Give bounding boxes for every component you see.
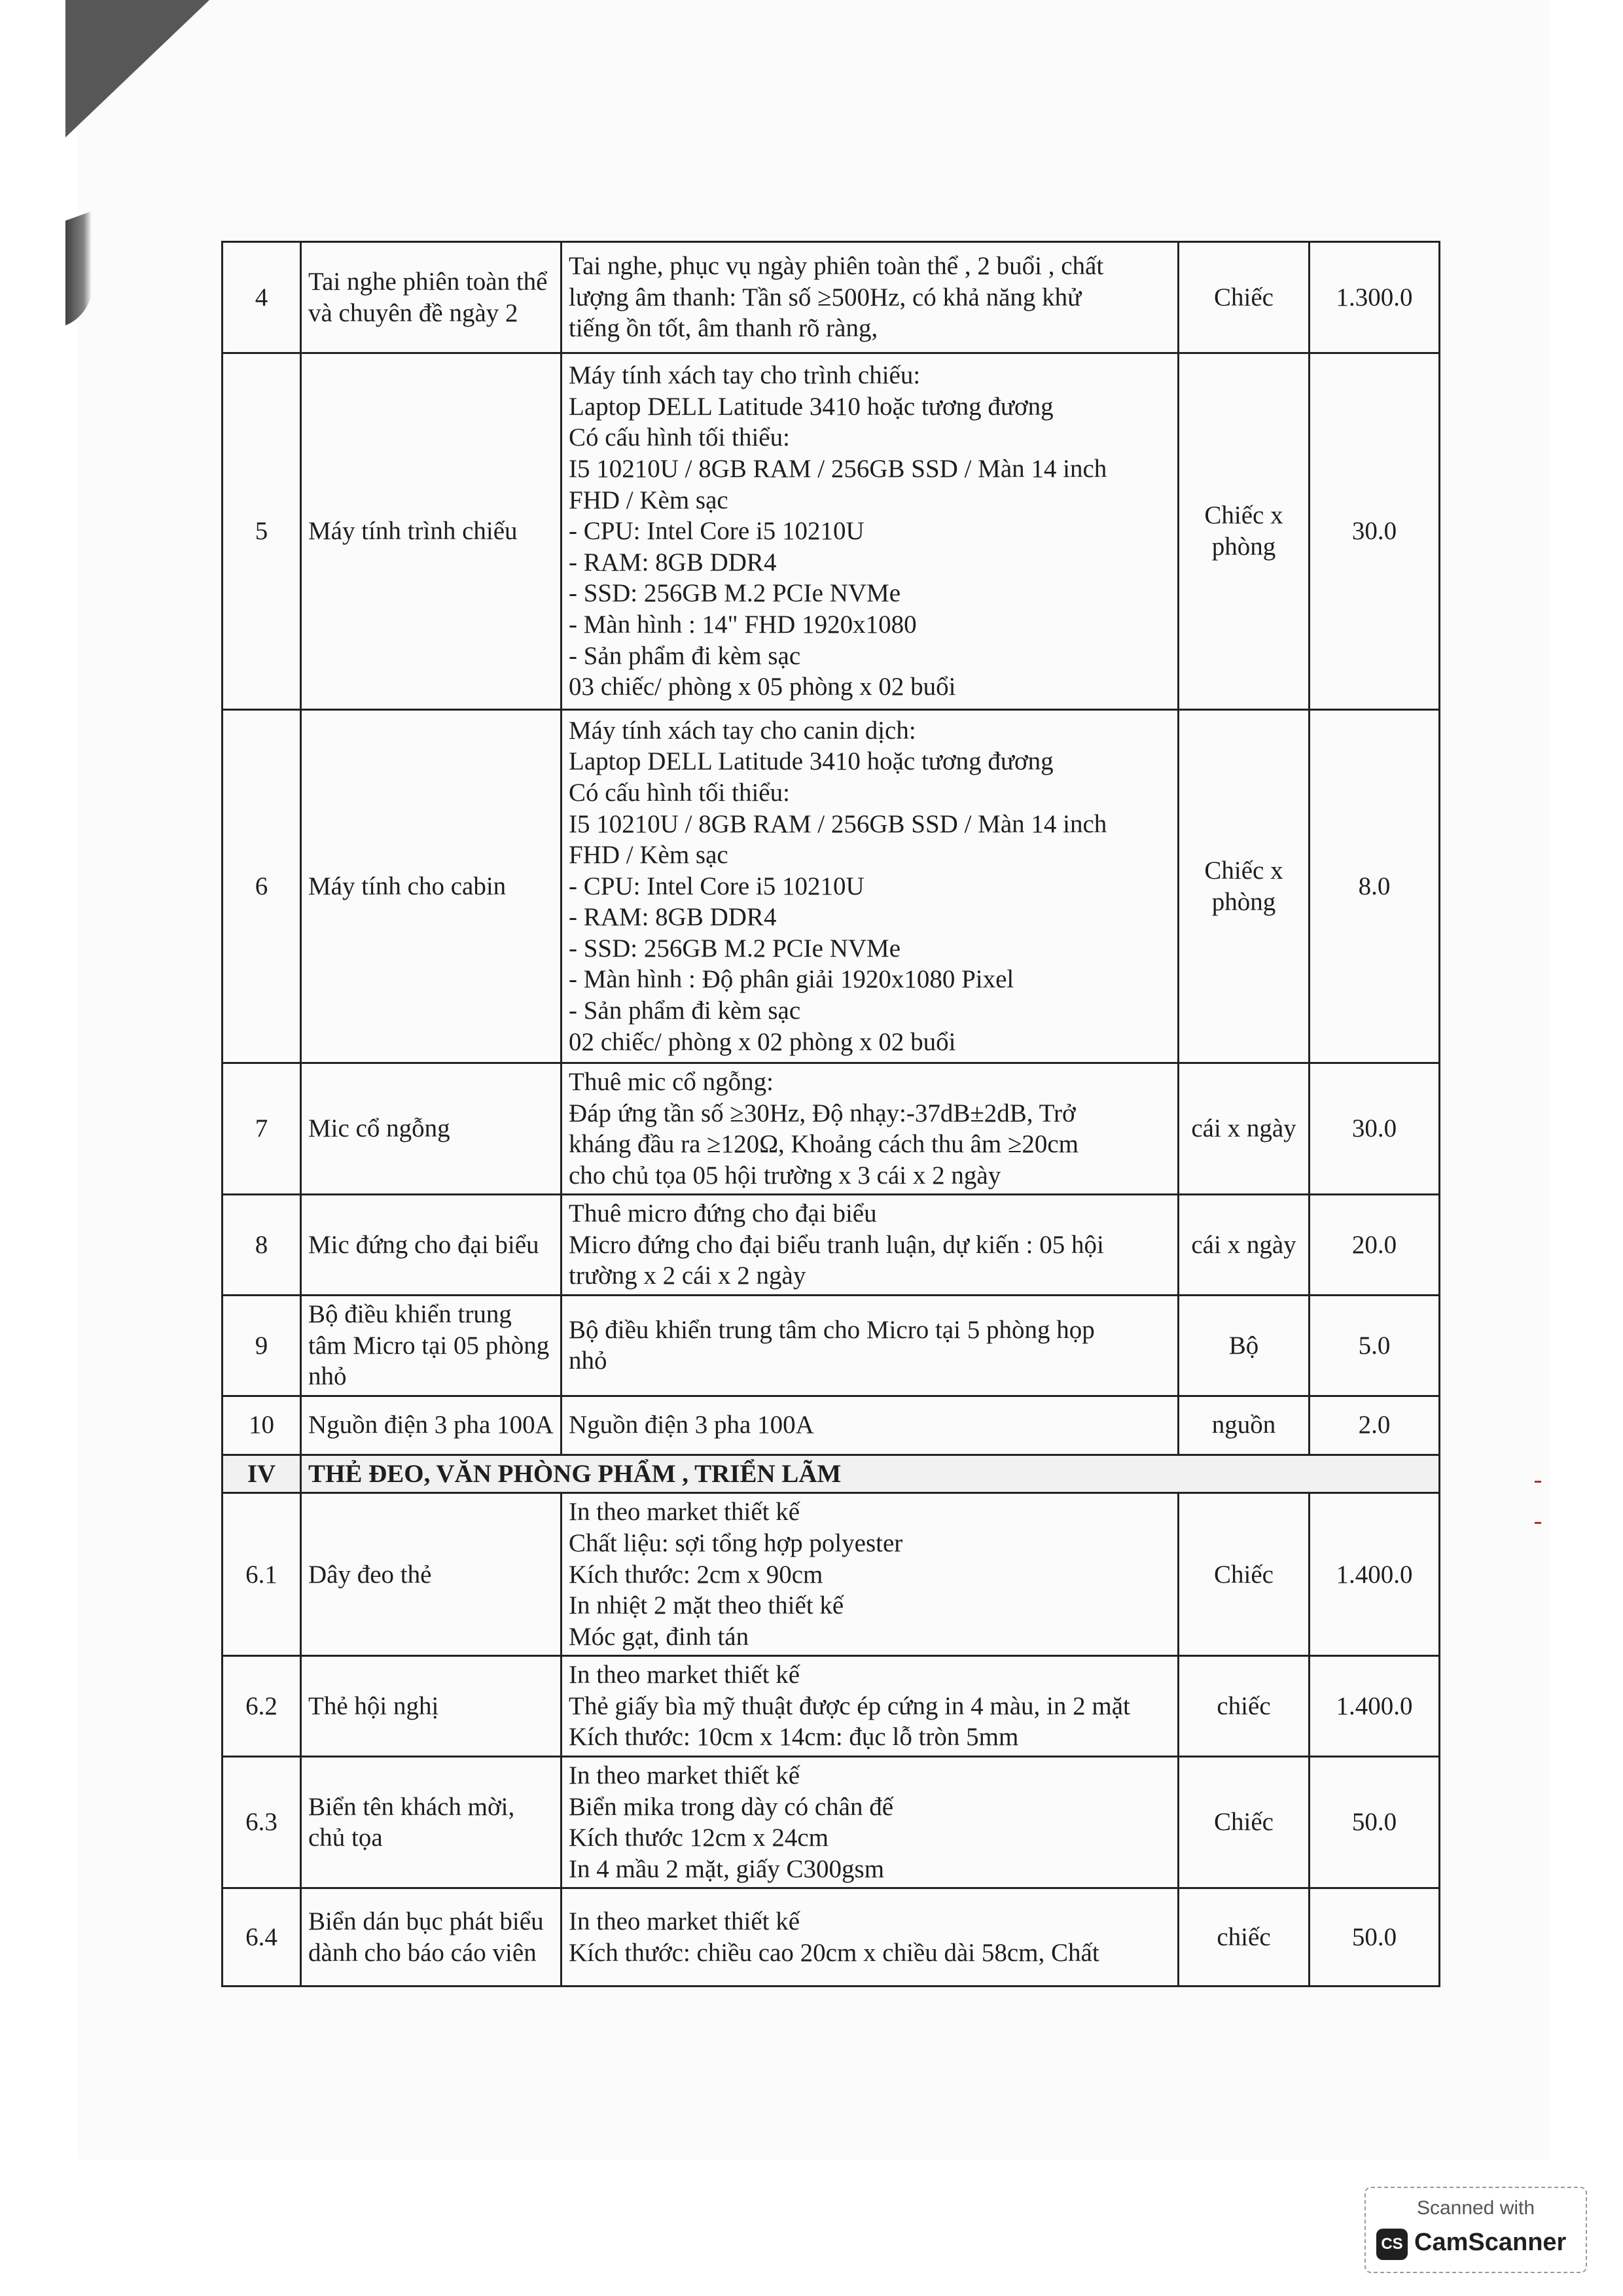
description-line: Có cấu hình tối thiểu: [569,778,790,807]
table-body [223,242,1440,1987]
description-line: - SSD: 256GB M.2 PCIe NVMe [569,934,901,963]
table-row [223,1195,1440,1296]
item-name: Tai nghe phiên toàn thể và chuyên đề ngày 2 [301,242,562,353]
description-line: 02 chiếc/ phòng x 02 phòng x 02 buổi [569,1027,956,1056]
row-number: 6 [223,710,301,1063]
item-quantity: 20.0 [1310,1195,1440,1296]
table-row [223,1656,1440,1757]
row-number: 6.3 [223,1756,301,1888]
item-unit: Chiếc [1179,242,1310,353]
item-unit: Chiếc x phòng [1179,710,1310,1063]
description-line: In theo market thiết kế [569,1761,800,1790]
description-line: I5 10210U / 8GB RAM / 256GB SSD / Màn 14 inch [569,455,1107,484]
description-line: Thuê micro đứng cho đại biểu [569,1199,877,1228]
description-line: Máy tính xách tay cho trình chiếu: [569,361,921,390]
item-quantity: 2.0 [1310,1396,1440,1455]
item-description [562,1396,1179,1455]
description-line: Laptop DELL Latitude 3410 hoặc tương đương [569,392,1054,421]
item-description [562,1493,1179,1656]
table-row [223,1756,1440,1888]
scan-mark [1535,1522,1541,1524]
description-line: I5 10210U / 8GB RAM / 256GB SSD / Màn 14 inch [569,809,1107,838]
table-row [223,1296,1440,1396]
item-unit: Chiếc x phòng [1179,353,1310,710]
description-line: - RAM: 8GB DDR4 [569,548,777,576]
item-name: Máy tính cho cabin [301,710,562,1063]
table-row [223,242,1440,353]
description-line: Biển mika trong dày có chân đế [569,1792,894,1821]
item-quantity: 8.0 [1310,710,1440,1063]
description-line: - Màn hình : 14" FHD 1920x1080 [569,610,917,639]
item-name: Dây đeo thẻ [301,1493,562,1656]
item-quantity: 50.0 [1310,1888,1440,1987]
row-number: 7 [223,1063,301,1195]
description-line: Tai nghe, phục vụ ngày phiên toàn thể , 2 buổi , chất [569,252,1104,281]
camscanner-badge [1364,2187,1587,2273]
row-number: 8 [223,1195,301,1296]
item-unit: nguồn [1179,1396,1310,1455]
badge-brand: CamScanner [1414,2229,1567,2256]
row-number: 6.4 [223,1888,301,1987]
description-line: - CPU: Intel Core i5 10210U [569,872,865,900]
item-description [562,353,1179,710]
item-name: Mic đứng cho đại biểu [301,1195,562,1296]
item-name: Nguồn điện 3 pha 100A [301,1396,562,1455]
table-row [223,1396,1440,1455]
item-quantity: 1.400.0 [1310,1493,1440,1656]
description-line: - RAM: 8GB DDR4 [569,903,777,932]
description-line: Kích thước: chiều cao 20cm x chiều dài 58cm, Chất [569,1938,1099,1967]
table-row [223,1063,1440,1195]
description-line: - Màn hình : Độ phân giải 1920x1080 Pixel [569,965,1014,994]
item-name: Mic cổ ngỗng [301,1063,562,1195]
item-unit: cái x ngày [1179,1063,1310,1195]
description-line: - Sản phẩm đi kèm sạc [569,997,801,1025]
item-description [562,1195,1179,1296]
table-row [223,353,1440,710]
table-row [223,1493,1440,1656]
item-quantity: 5.0 [1310,1296,1440,1396]
description-line: In theo market thiết kế [569,1907,800,1936]
description-line: Máy tính xách tay cho canin dịch: [569,716,916,745]
item-description [562,1656,1179,1757]
description-line: In nhiệt 2 mặt theo thiết kế [569,1591,844,1620]
item-name: Thẻ hội nghị [301,1656,562,1757]
item-description [562,1063,1179,1195]
description-line: - CPU: Intel Core i5 10210U [569,517,865,546]
description-line: 03 chiếc/ phòng x 05 phòng x 02 buổi [569,673,956,701]
item-description [562,1756,1179,1888]
item-quantity: 30.0 [1310,1063,1440,1195]
description-line: Kích thước 12cm x 24cm [569,1824,829,1852]
description-line: kháng đầu ra ≥120Ω, Khoảng cách thu âm ≥20cm [569,1130,1079,1159]
item-description [562,1296,1179,1396]
item-unit: chiếc [1179,1656,1310,1757]
section-title: THẺ ĐEO, VĂN PHÒNG PHẨM , TRIỂN LÃM [301,1455,1440,1493]
table-row [223,710,1440,1063]
row-number: 10 [223,1396,301,1455]
description-line: Móc gạt, đinh tán [569,1622,749,1651]
description-line: In theo market thiết kế [569,1661,800,1689]
item-quantity: 30.0 [1310,353,1440,710]
item-description [562,1888,1179,1987]
item-name: Biển tên khách mời, chủ tọa [301,1756,562,1888]
item-unit: Chiếc [1179,1493,1310,1656]
item-quantity: 1.400.0 [1310,1656,1440,1757]
item-description [562,710,1179,1063]
description-line: trường x 2 cái x 2 ngày [569,1262,806,1290]
item-quantity: 1.300.0 [1310,242,1440,353]
item-unit: Chiếc [1179,1756,1310,1888]
description-line: Đáp ứng tần số ≥30Hz, Độ nhạy:-37dB±2dB, Trở [569,1099,1076,1127]
item-quantity: 50.0 [1310,1756,1440,1888]
description-line: Thẻ giấy bìa mỹ thuật được ép cứng in 4 màu, in 2 mặt [569,1691,1130,1720]
description-line: lượng âm thanh: Tần số ≥500Hz, có khả năng khử [569,283,1082,311]
table-row [223,1888,1440,1987]
row-number: 4 [223,242,301,353]
description-line: FHD / Kèm sạc [569,841,728,870]
description-line: Nguồn điện 3 pha 100A [569,1411,814,1439]
scan-mark [1535,1481,1541,1483]
description-line: - SSD: 256GB M.2 PCIe NVMe [569,579,901,608]
item-description [562,242,1179,353]
description-line: cho chủ tọa 05 hội trường x 3 cái x 2 ngày [569,1161,1001,1190]
item-name: Bộ điều khiển trung tâm Micro tại 05 phòng nhỏ [301,1296,562,1396]
section-header-row [223,1455,1440,1493]
description-line: Bộ điều khiển trung tâm cho Micro tại 5 phòng họp [569,1315,1095,1344]
description-line: In 4 mầu 2 mặt, giấy C300gsm [569,1854,885,1883]
description-line: Laptop DELL Latitude 3410 hoặc tương đương [569,747,1054,776]
badge-caption: Scanned with [1416,2197,1535,2219]
item-unit: cái x ngày [1179,1195,1310,1296]
item-unit: Bộ [1179,1296,1310,1396]
page-corner-shadow [65,0,209,137]
item-unit: chiếc [1179,1888,1310,1987]
row-number: 6.1 [223,1493,301,1656]
description-line: Kích thước: 2cm x 90cm [569,1560,823,1589]
description-line: - Sản phẩm đi kèm sạc [569,641,801,670]
item-name: Máy tính trình chiếu [301,353,562,710]
section-number: IV [223,1455,301,1493]
row-number: 5 [223,353,301,710]
camscanner-logo-icon: CS [1376,2229,1408,2260]
description-line: FHD / Kèm sạc [569,486,728,514]
description-line: In theo market thiết kế [569,1498,800,1527]
description-line: Micro đứng cho đại biểu tranh luận, dự kiến : 05 hội [569,1230,1104,1259]
row-number: 6.2 [223,1656,301,1757]
equipment-table [221,241,1440,1987]
description-line: Kích thước: 10cm x 14cm: đục lỗ tròn 5mm [569,1723,1019,1752]
item-name: Biển dán bục phát biểu dành cho báo cáo viên [301,1888,562,1987]
description-line: nhỏ [569,1347,607,1375]
description-line: tiếng ồn tốt, âm thanh rõ ràng, [569,314,878,343]
description-line: Có cấu hình tối thiểu: [569,423,790,452]
description-line: Thuê mic cổ ngỗng: [569,1068,774,1096]
description-line: Chất liệu: sợi tổng hợp polyester [569,1528,903,1557]
row-number: 9 [223,1296,301,1396]
